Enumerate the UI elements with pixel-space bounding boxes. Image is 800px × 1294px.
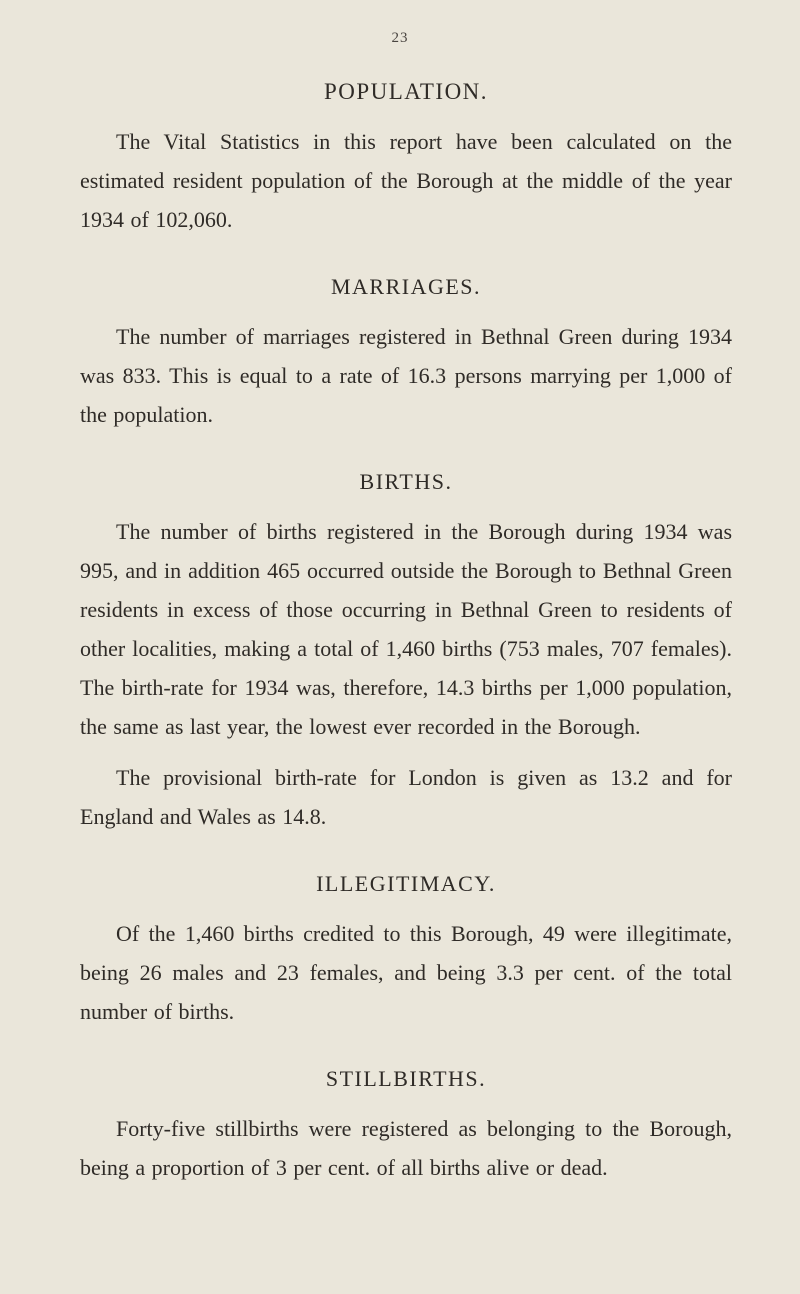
- section-stillbirths: [80, 1063, 732, 1187]
- section-heading-births: BIRTHS.: [359, 469, 453, 494]
- paragraph-marriages: The number of marriages registered in Bethnal Green during 1934 was 833. This is equal to a rate of 16.3 persons marrying per 1,000 of the population.: [80, 324, 732, 427]
- paragraph-stillbirths: Forty-five stillbirths were registered as belonging to the Borough, being a proportion of 3 per cent. of all births alive or dead.: [80, 1116, 732, 1180]
- section-heading-illegitimacy: ILLEGITIMACY.: [316, 871, 496, 896]
- section-births: [80, 466, 732, 836]
- paragraph-births-1: The number of births registered in the Borough during 1934 was 995, and in addition 465 occurred outside the Borough to Bethnal Green residents in excess of those occurring in Bethnal Green to residents of other localities, making a total of 1,460 births (753 males, 707 females). The birth-rate for 1934 was, therefore, 14.3 births per 1,000 population, the same as last year, the lowest ever recorded in the Borough.: [80, 519, 732, 739]
- section-marriages: [80, 271, 732, 434]
- section-population: [80, 76, 732, 239]
- section-heading-population: POPULATION.: [323, 79, 489, 104]
- paragraph-population: The Vital Statistics in this report have been calculated on the estimated resident population of the Borough at the middle of the year 1934 of 102,060.: [80, 129, 732, 232]
- section-heading-marriages: MARRIAGES.: [330, 274, 482, 299]
- paragraph-illegitimacy: Of the 1,460 births credited to this Borough, 49 were illegitimate, being 26 males and 23 females, and being 3.3 per cent. of the total number of births.: [80, 921, 732, 1024]
- paragraph-births-2: The provisional birth-rate for London is given as 13.2 and for England and Wales as 14.8.: [80, 765, 732, 829]
- section-illegitimacy: [80, 868, 732, 1031]
- page-number: 23: [391, 30, 409, 46]
- section-heading-stillbirths: STILLBIRTHS.: [325, 1066, 487, 1091]
- page-content: [80, 76, 732, 1201]
